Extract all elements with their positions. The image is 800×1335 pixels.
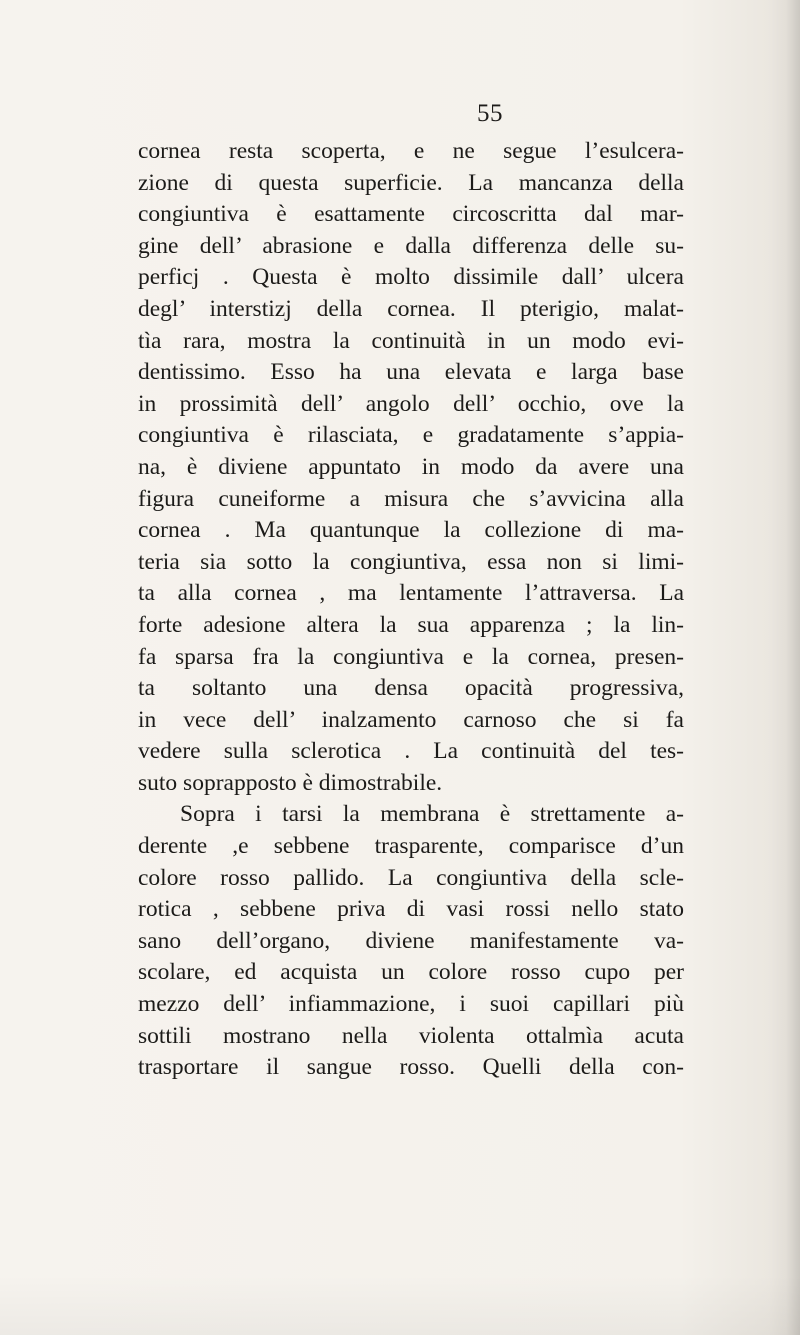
text-line: suto soprapposto è dimostrabile. — [138, 769, 443, 796]
text-line: in prossimità dell’ angolo dell’ occhio, ove la — [138, 390, 684, 417]
text-line: vedere sulla sclerotica . La continuità del tes- — [138, 738, 684, 765]
text-line: zione di questa superficie. La mancanza della — [138, 169, 684, 196]
text-line: congiuntiva è rilasciata, e gradatamente s’appia- — [138, 422, 684, 449]
text-line: in vece dell’ inalzamento carnoso che si fa — [138, 706, 684, 733]
text-line: Sopra i tarsi la membrana è strettamente a- — [180, 801, 684, 828]
text-line: ta soltanto una densa opacità progressiva, — [138, 675, 684, 702]
text-line: fa sparsa fra la congiuntiva e la cornea, presen- — [138, 643, 684, 670]
text-line: rotica , sebbene priva di vasi rossi nello stato — [138, 896, 684, 923]
text-line: perficj . Questa è molto dissimile dall’ ulcera — [138, 264, 684, 291]
page-bottom-shading — [0, 1275, 800, 1335]
text-line: trasportare il sangue rosso. Quelli della con- — [138, 1054, 684, 1081]
text-line: forte adesione altera la sua apparenza ; la lin- — [138, 611, 684, 638]
text-line: dentissimo. Esso ha una elevata e larga base — [138, 359, 684, 386]
text-line: colore rosso pallido. La congiuntiva della scle- — [138, 864, 684, 891]
page-number: 55 — [477, 100, 503, 127]
text-line: cornea resta scoperta, e ne segue l’esulcera- — [138, 138, 684, 164]
text-line: sano dell’organo, diviene manifestamente va- — [138, 927, 684, 954]
body-text — [138, 136, 684, 1084]
text-line: na, è diviene appuntato in modo da avere una — [138, 453, 684, 480]
text-line: congiuntiva è esattamente circoscritta dal mar- — [138, 201, 684, 228]
text-line: teria sia sotto la congiuntiva, essa non si limi- — [138, 548, 684, 575]
text-line: sottili mostrano nella violenta ottalmìa acuta — [138, 1022, 684, 1049]
page-edge-shadow — [786, 0, 800, 1335]
text-line: mezzo dell’ infiammazione, i suoi capillari più — [138, 991, 684, 1018]
text-line: derente ,e sebbene trasparente, comparisce d’un — [138, 833, 684, 860]
text-line: scolare, ed acquista un colore rosso cupo per — [138, 959, 684, 986]
text-line: figura cuneiforme a misura che s’avvicina alla — [138, 485, 684, 512]
text-line: ta alla cornea , ma lentamente l’attraversa. La — [138, 580, 684, 607]
text-line: cornea . Ma quantunque la collezione di ma- — [138, 517, 684, 544]
text-line: tìa rara, mostra la continuità in un modo evi- — [138, 327, 684, 354]
text-line: gine dell’ abrasione e dalla differenza delle su- — [138, 232, 684, 259]
text-line: degl’ interstizj della cornea. Il pterigio, malat- — [138, 295, 684, 322]
